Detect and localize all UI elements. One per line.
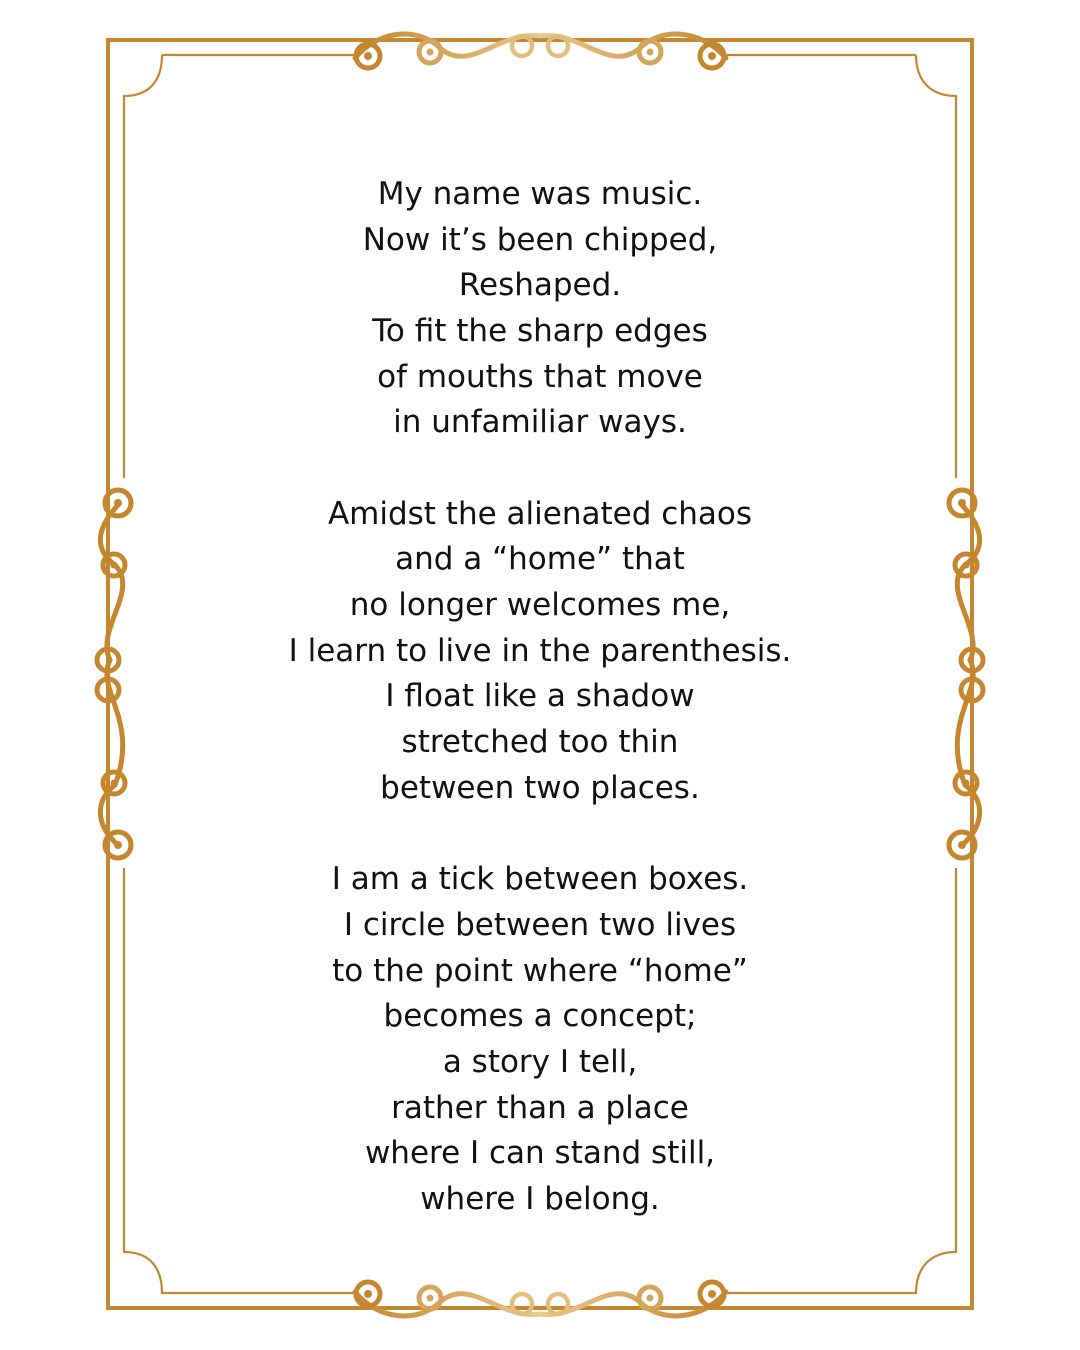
poem-line: no longer welcomes me, (349, 587, 731, 624)
right-flourish-icon (949, 490, 983, 858)
poem-line: To fit the sharp edges (372, 313, 708, 350)
stanza-1 (140, 172, 940, 446)
poem-text (140, 172, 940, 1268)
poem-line: in unfamiliar ways. (393, 404, 687, 441)
poem-line: Now it’s been chipped, (362, 221, 718, 258)
stanza-3 (140, 857, 940, 1223)
poem-line: between two places. (380, 769, 700, 806)
poem-line: I float like a shadow (385, 678, 695, 715)
poem-line: a story I tell, (442, 1043, 638, 1080)
stanza-2 (140, 492, 940, 812)
poem-line: to the point where “home” (332, 952, 748, 989)
poem-line: of mouths that move (377, 358, 703, 395)
poem-line: My name was music. (377, 176, 703, 212)
poem-line: where I can stand still, (364, 1135, 716, 1172)
poem-line: I am a tick between boxes. (331, 861, 749, 898)
poem-line: Amidst the alienated chaos (327, 495, 753, 532)
left-flourish-icon (97, 490, 131, 858)
poem-line: stretched too thin (401, 724, 679, 761)
poem-line: and a “home” that (395, 541, 685, 578)
poem-line: I circle between two lives (343, 906, 737, 943)
bottom-flourish-icon (355, 1282, 726, 1316)
poem-line: rather than a place (391, 1089, 689, 1126)
poem-line: becomes a concept; (383, 998, 697, 1035)
poem-line: where I belong. (420, 1180, 660, 1217)
poem-line: I learn to live in the parenthesis. (288, 632, 792, 669)
poem-line: Reshaped. (458, 267, 622, 304)
